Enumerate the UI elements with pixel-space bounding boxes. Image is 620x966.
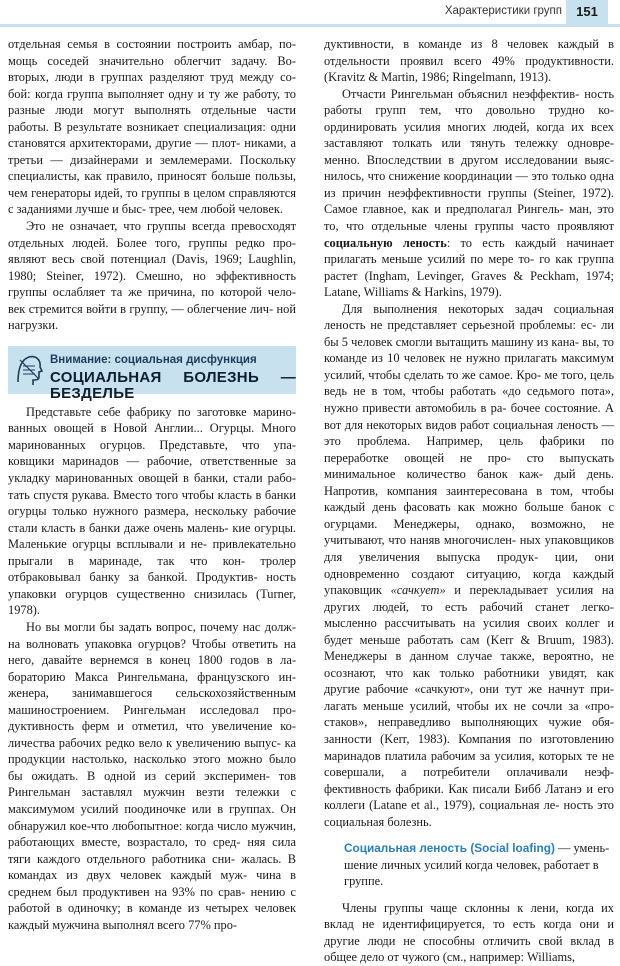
right-paragraph-1: дуктивности, в команде из 8 человек каждый в отдельности проявил всего 49% продуктивности. (Kravitz & Martin, 1986; Ringelmann, 1913).	[324, 37, 614, 85]
warning-callout	[8, 346, 296, 403]
left-column	[8, 36, 296, 933]
glossary-term	[344, 840, 614, 890]
social-loafing-term: социальную леность	[324, 235, 447, 250]
sachkuet-word: «сачкует»	[390, 583, 446, 598]
page-number: 151	[566, 0, 608, 24]
glossary-term-definition: — умень- шение личных усилий когда человек, работает в группе.	[344, 841, 610, 889]
left-paragraph-1: отдельная семья в состоянии построить амбар, по- мощь соседей значительно облегчит задачу. Во- вторых, люди в группах разделяют труд между со- бой: когда группа выполняет одну и ту же работу, то разные люди могут выполнять отдельные части работы. В результате возникает специализация: одни становятся архитекторами, другие — плот- никами, а третьи — дизайнерами и землемерами. Поскольку специалисты, как правило, приносят больше пользы, чем генераторы идей, то группы в целом справляются с заданиями лучше и быс- трее, чем любой человек.	[8, 37, 296, 217]
running-title: Характеристики групп	[444, 5, 562, 17]
right-paragraph-3	[324, 301, 614, 831]
right-column	[324, 36, 614, 966]
right-paragraph-2	[324, 86, 614, 301]
callout-title: СОЦИАЛЬНАЯ БОЛЕЗНЬ — БЕЗДЕЛЬЕ	[50, 368, 296, 403]
right-paragraph-2-end: : то есть каждый начинает прилагать меньше усилий по мере то- го как группа растет (Ingham, Levinger, Graves & Peckham, 1974; Latane, Williams & Harkins, 1979).	[324, 235, 614, 300]
page-header	[0, 0, 620, 26]
right-paragraph-2-start: Отчасти Рингельман объяснил неэффектив- ность работы групп тем, что довольно трудно ко- ординировать усилия многих людей, когда их всех заставляют толкать или тянуть тележку одновре- менно. Впоследствии в другом исследовании выяс- нилось, что снижение координации — это только одна из причин неэффективности группы (Steiner, 1972). Самое главное, как и предполагал Рингель- ман, это то, что отдельные члены группы часто проявляют	[324, 86, 614, 234]
header-rule	[0, 24, 620, 27]
left-paragraph-4: Но вы могли бы задать вопрос, почему нас долж- на волновать упаковка огурцов? Чтобы ответить на него, давайте вернемся в конец 1800 годов в ла- бораторию Макса Рингельмана, французского ин- женера, занимавшегося сельскохозяйственным машиностроением. Рингельман исследовал про- дуктивность ферм и отметил, что увеличение ко- личества рабочих редко вело к увеличению выпус- ка продукции настолько, насколько этого можно было бы ожидать. В одной из серий эксперимен- тов Рингельман заставлял мужчин везти тележки с максимумом усилий поодиночке или в группах. Он обнаружил кое-что любопытное: когда число мужчин, работающих вместе, возрастало, то сред- няя сила тяги каждого отдельного работника сни- жалась. В командах из двух человек каждый муж- чина в среднем был продуктивен на 93% по срав- нению с работой в одиночку; в команде из четырех человек каждый мужчина выполнял всего 77% про-	[8, 619, 296, 932]
head-profile-icon	[14, 352, 44, 388]
right-paragraph-3-end: и перекладывает усилия на других людей, то есть рабочий станет легко- мысленно рассчитывать на усилия своих коллег и будет меньше работать сам (Kerr & Bruum, 1983). Менеджеры в данном случае также, вероятно, не осознают, что как только работники увидят, как другие рабочие «сачкуют», они тут же начнут при- лагать меньше усилий, чтобы их не сочли за «про- стаков», неправедливо выполняющих чужие обя- занности (Kerr, 1983). Компания по изготовлению маринадов платила рабочим за усилия, которых те не совершали, а потребители оплачивали неэф- фективность фабрики. Как писали Бибб Латанэ и его коллеги (Latane et al., 1979), социальная ле- ность это социальная болезнь.	[324, 583, 614, 829]
left-paragraph-3: Представьте себе фабрику по заготовке марино- ванных овощей в Новой Англии... Огурцы. Много маринованных огурцов. Представьте, что упа- ковщики маринадов — рабочие, ответственные за укладку маринованных овощей в банки, стали рабо- тать спустя рукава. Вместо того чтобы класть в банки огурцы только нужного размера, нескольку рабочие стали класть в банки даже очень малень- кие огурцы. Маленькие огурцы всплывали и не- привлекательно прыгали в маринаде, так что кон- тролер отбраковывал банку за банкой. Продуктив- ность упаковки огурцов существенно снизилась (Turner, 1978).	[8, 404, 296, 618]
left-paragraph-2: Это не означает, что группы всегда превосходят отдельных людей. Более того, группы редко про- являют весь свой потенциал (Davis, 1969; Laughlin, 1980; Steiner, 1972). Смешно, но эффективность группы ослабляет та же причина, по которой чело- век стремится войти в группу, — облегчение лич- ной нагрузки.	[8, 219, 296, 333]
callout-subtitle: Внимание: социальная дисфункция	[50, 353, 257, 366]
glossary-term-name: Социальная леность (Social loafing)	[344, 841, 555, 856]
right-paragraph-3-start: Для выполнения некоторых задач социальная леность не представляет серьезной проблемы: ес- ли бы 5 человек смогли вытащить машину из кана- вы, то команде из 10 человек не нужно прилагать максимум усилий, чтобы сделать то же самое. Кро- ме того, цель ведь не в том, чтобы работать «до седьмого пота», нужно привести автомобиль в ра- бочее состояние. А вот для некоторых видов работ социальная леность — это проблема. Например, цель фабрики по переработке овощей не про- сто выпускать минимальное количество банок каж- дый день. Напротив, компания заинтересована в том, чтобы каждый день фасовать как можно больше банок с огурцами. Менеджеры, однако, возможно, не учитывают, что наняв многочислен- ных упаковщиков для увеличения выпуска продук- ции, они одновременно создают ситуацию, когда каждый упаковщик	[324, 301, 614, 598]
right-paragraph-4: Члены группы чаще склонны к лени, когда их вклад не идентифицируется, то есть когда они и другие люди не способны отличить свой вклад в общее дело от чужого (см., например: Williams,	[324, 900, 614, 965]
